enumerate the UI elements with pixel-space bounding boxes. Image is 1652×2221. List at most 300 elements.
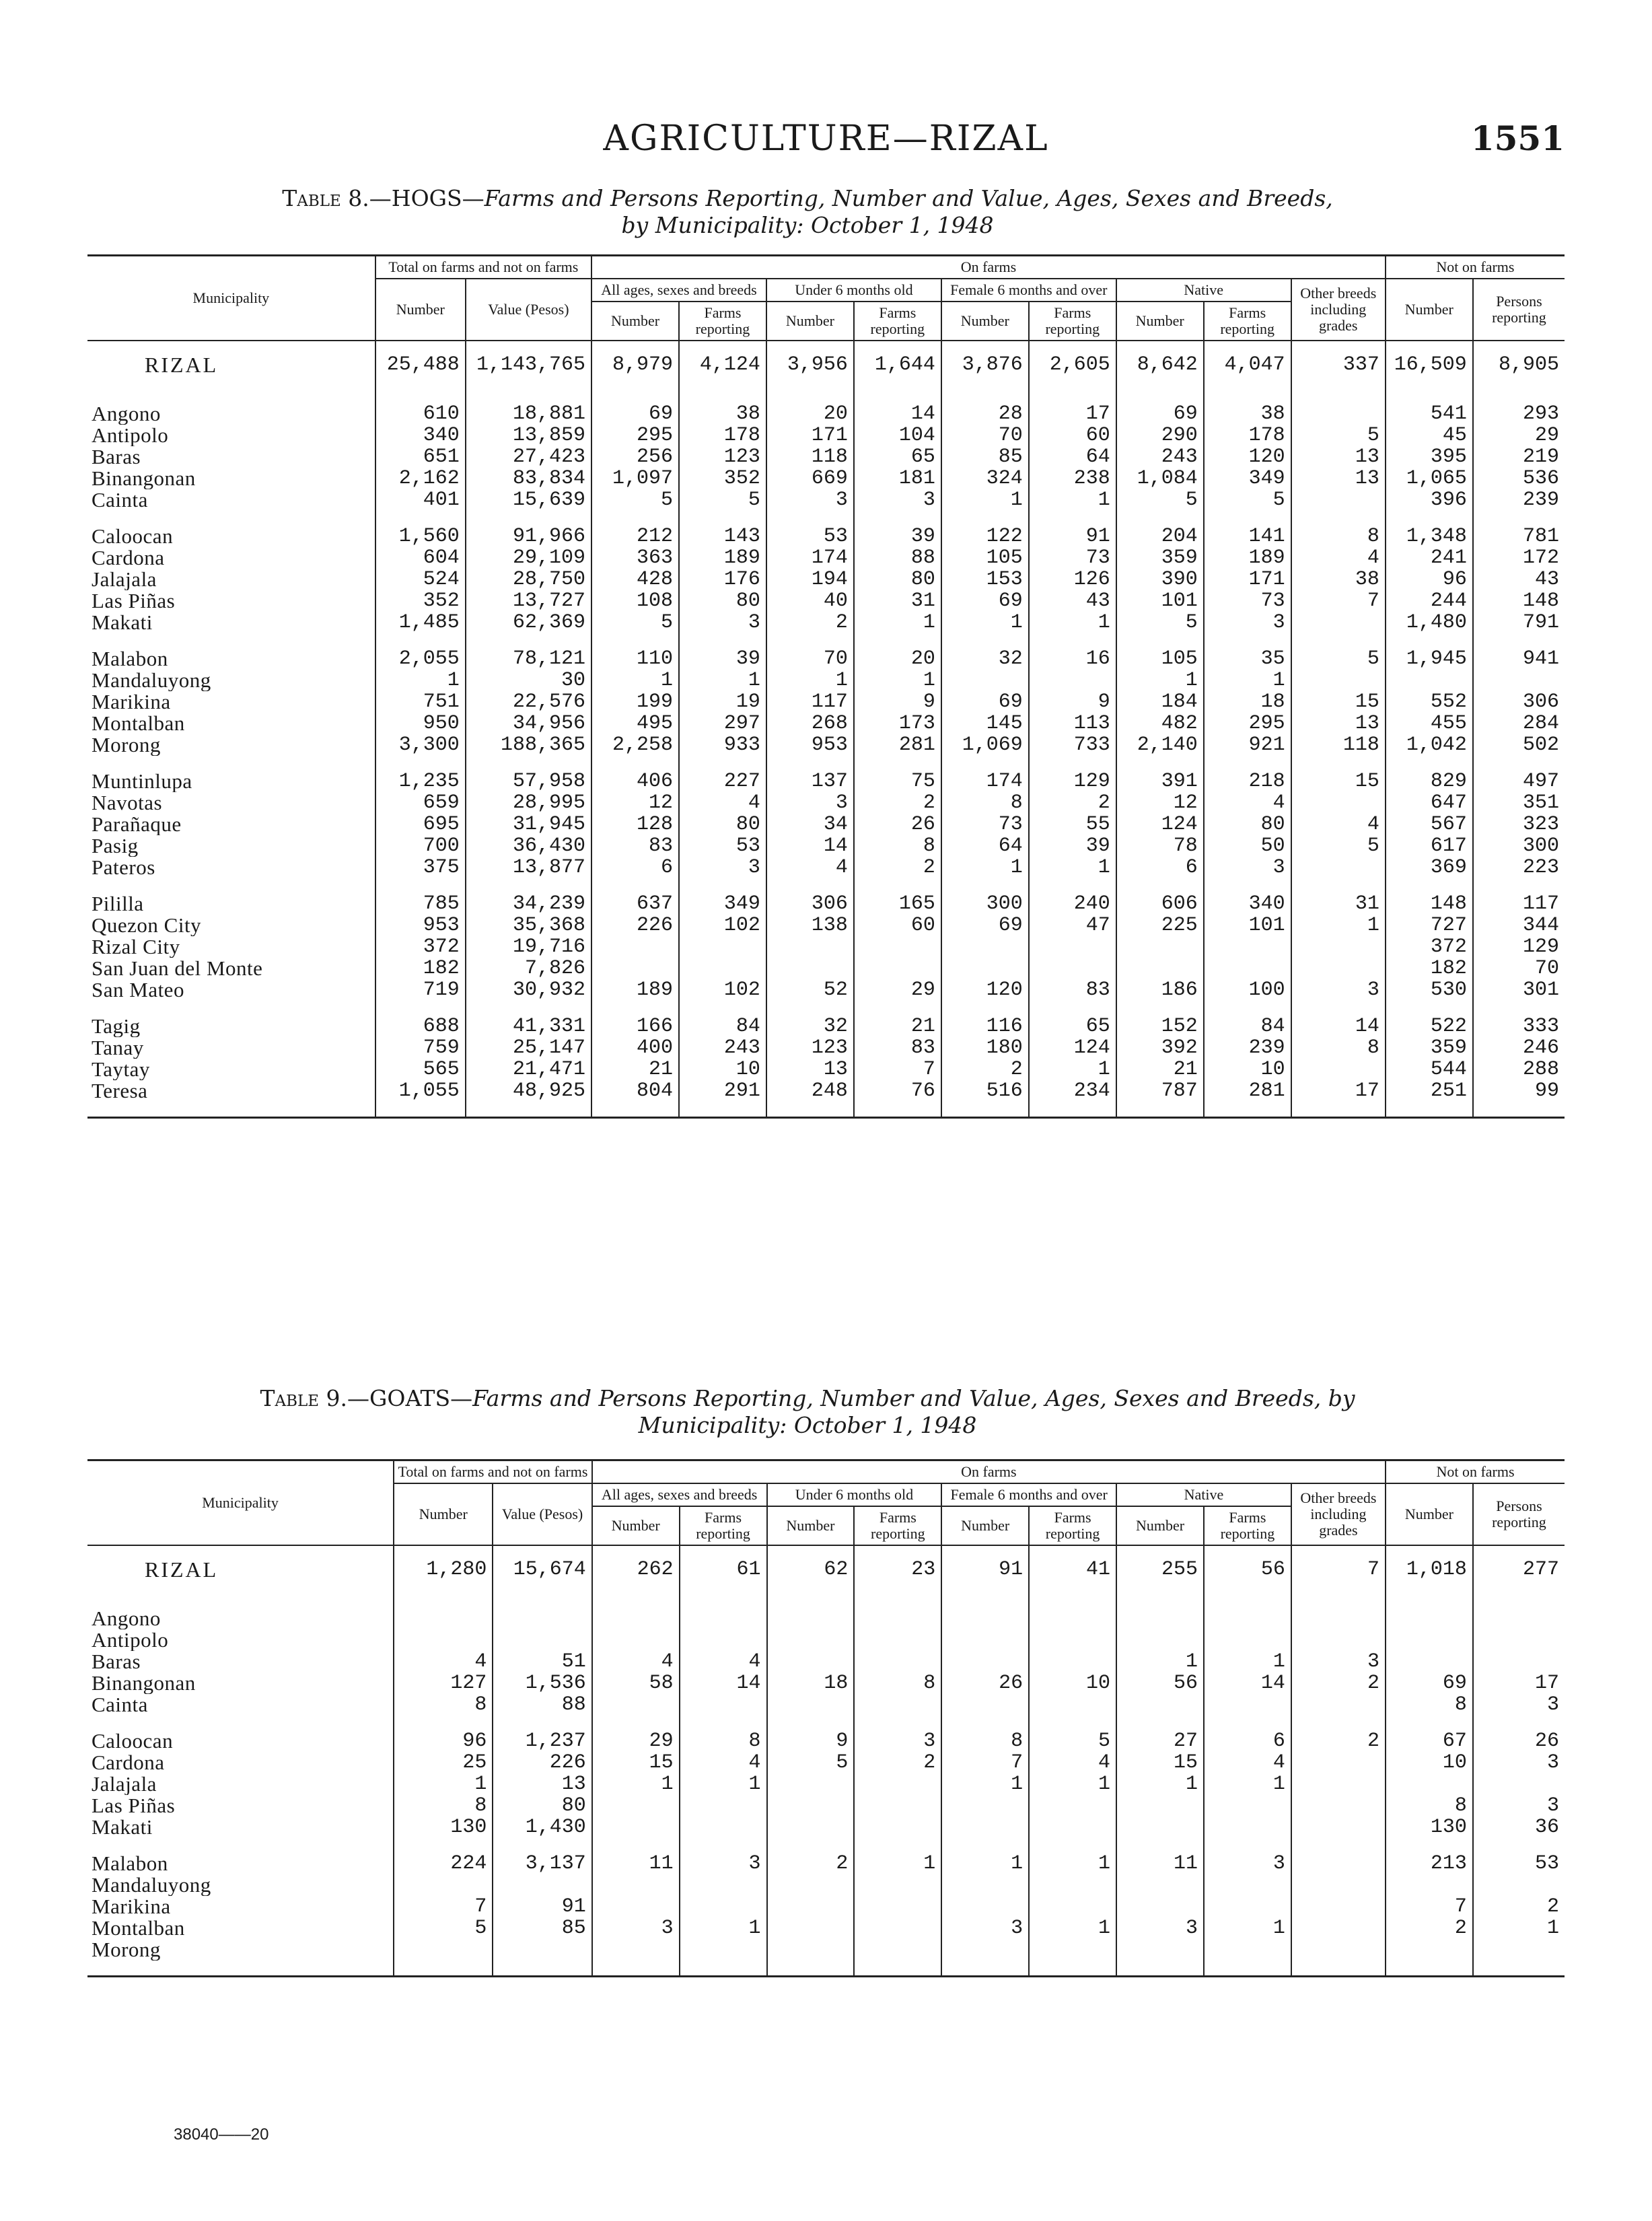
value-cell: 4 bbox=[680, 1651, 767, 1672]
value-cell: 3 bbox=[1473, 1752, 1565, 1773]
municipality-cell: Binangonan bbox=[92, 1672, 196, 1694]
municipality-cell bbox=[87, 756, 375, 771]
value-cell: 27 bbox=[1116, 1730, 1204, 1752]
value-cell: 516 bbox=[941, 1080, 1029, 1102]
value-cell: 8 bbox=[1386, 1694, 1473, 1716]
value-cell: 375 bbox=[375, 857, 466, 878]
value-cell: 243 bbox=[679, 1037, 766, 1059]
municipality-cell bbox=[87, 388, 375, 403]
municipality-cell bbox=[87, 1961, 394, 1977]
value-cell bbox=[854, 388, 941, 403]
value-cell bbox=[1116, 1593, 1204, 1608]
value-cell: 1,018 bbox=[1386, 1545, 1473, 1593]
value-cell bbox=[680, 1939, 767, 1961]
value-cell: 933 bbox=[679, 734, 766, 756]
value-cell bbox=[1386, 670, 1473, 691]
value-cell: 91 bbox=[1029, 526, 1116, 547]
value-cell: 4 bbox=[766, 857, 854, 878]
value-cell: 268 bbox=[766, 713, 854, 734]
value-cell: 116 bbox=[941, 1016, 1029, 1037]
value-cell: 323 bbox=[1473, 814, 1565, 835]
value-cell: 4,124 bbox=[679, 341, 766, 388]
value-cell: 497 bbox=[1473, 771, 1565, 792]
value-cell: 13 bbox=[1291, 446, 1386, 468]
value-cell bbox=[1116, 1817, 1204, 1838]
value-cell bbox=[394, 1939, 493, 1961]
value-cell bbox=[854, 1001, 941, 1016]
value-cell bbox=[1116, 1716, 1204, 1730]
table-row bbox=[87, 958, 1565, 979]
value-cell bbox=[1116, 388, 1204, 403]
municipality-cell: Montalban bbox=[92, 713, 185, 734]
value-cell: 28 bbox=[941, 403, 1029, 425]
value-cell bbox=[592, 1716, 680, 1730]
value-cell: 7,826 bbox=[466, 958, 591, 979]
value-cell: 118 bbox=[766, 446, 854, 468]
value-cell bbox=[1029, 1896, 1116, 1917]
value-cell: 180 bbox=[941, 1037, 1029, 1059]
value-cell: 75 bbox=[854, 771, 941, 792]
value-cell: 25,488 bbox=[375, 341, 466, 388]
value-cell bbox=[1291, 936, 1386, 958]
value-cell bbox=[1291, 1838, 1386, 1853]
value-cell bbox=[591, 756, 679, 771]
all-ages-farms-header: Farms reporting bbox=[679, 302, 766, 341]
value-cell bbox=[679, 511, 766, 526]
value-cell bbox=[592, 1694, 680, 1716]
value-cell: 4 bbox=[1291, 814, 1386, 835]
value-cell: 88 bbox=[854, 547, 941, 569]
value-cell: 85 bbox=[493, 1917, 591, 1939]
table-row bbox=[87, 1853, 1565, 1874]
value-cell: 182 bbox=[1386, 958, 1473, 979]
value-cell bbox=[680, 1629, 767, 1651]
municipality-cell: Teresa bbox=[92, 1080, 148, 1102]
value-cell: 100 bbox=[1204, 979, 1291, 1001]
value-cell: 69 bbox=[1116, 403, 1204, 425]
value-cell bbox=[493, 1716, 591, 1730]
value-cell bbox=[1204, 1716, 1291, 1730]
value-cell: 781 bbox=[1473, 526, 1565, 547]
value-cell bbox=[1291, 1716, 1386, 1730]
table-row bbox=[87, 526, 1565, 547]
spacer-row bbox=[87, 511, 1565, 526]
municipality-cell: Baras bbox=[92, 446, 141, 468]
value-cell: 1,430 bbox=[493, 1817, 591, 1838]
value-cell: 248 bbox=[766, 1080, 854, 1102]
value-cell: 20 bbox=[854, 648, 941, 670]
value-cell: 238 bbox=[1029, 468, 1116, 489]
value-cell: 102 bbox=[679, 915, 766, 936]
value-cell: 13,877 bbox=[466, 857, 591, 878]
value-cell: 1 bbox=[1029, 1059, 1116, 1080]
value-cell: 7 bbox=[854, 1059, 941, 1080]
value-cell: 53 bbox=[1473, 1853, 1565, 1874]
value-cell: 13 bbox=[1291, 468, 1386, 489]
value-cell: 13,727 bbox=[466, 590, 591, 612]
value-cell: 5 bbox=[1291, 835, 1386, 857]
value-cell: 3 bbox=[1204, 612, 1291, 633]
value-cell bbox=[1291, 1059, 1386, 1080]
value-cell bbox=[854, 1961, 941, 1977]
table9-title-lead: —GOATS— bbox=[347, 1385, 473, 1411]
value-cell bbox=[854, 756, 941, 771]
value-cell: 110 bbox=[591, 648, 679, 670]
value-cell: 1 bbox=[1291, 915, 1386, 936]
value-cell bbox=[466, 1001, 591, 1016]
value-cell: 7 bbox=[1386, 1896, 1473, 1917]
value-cell: 284 bbox=[1473, 713, 1565, 734]
value-cell: 359 bbox=[1386, 1037, 1473, 1059]
not-on-farms-header: Not on farms bbox=[1386, 256, 1565, 279]
municipality-cell: Antipolo bbox=[92, 1629, 169, 1651]
value-cell: 5 bbox=[1116, 489, 1204, 511]
value-cell bbox=[1291, 878, 1386, 893]
municipality-cell: Makati bbox=[92, 1817, 153, 1838]
value-cell: 172 bbox=[1473, 547, 1565, 569]
municipality-cell: Marikina bbox=[92, 1896, 171, 1917]
value-cell: 60 bbox=[854, 915, 941, 936]
value-cell bbox=[1291, 1694, 1386, 1716]
value-cell: 104 bbox=[854, 425, 941, 446]
value-cell bbox=[1291, 388, 1386, 403]
under6-farms-header: Farms reporting bbox=[854, 302, 941, 341]
table9-title: Farms and Persons Reporting, Number and Value, Ages, Sexes and Breeds, by bbox=[472, 1385, 1355, 1411]
value-cell: 174 bbox=[766, 547, 854, 569]
value-cell: 541 bbox=[1386, 403, 1473, 425]
value-cell: 83 bbox=[854, 1037, 941, 1059]
value-cell: 91 bbox=[493, 1896, 591, 1917]
value-cell: 165 bbox=[854, 893, 941, 915]
table-row bbox=[87, 1608, 1565, 1629]
value-cell: 8 bbox=[941, 792, 1029, 814]
value-cell: 1 bbox=[1029, 489, 1116, 511]
value-cell bbox=[592, 1896, 680, 1917]
value-cell: 9 bbox=[767, 1730, 855, 1752]
municipality-cell: Baras bbox=[92, 1651, 141, 1672]
value-cell: 16 bbox=[1029, 648, 1116, 670]
value-cell: 70 bbox=[941, 425, 1029, 446]
value-cell: 113 bbox=[1029, 713, 1116, 734]
value-cell: 15,674 bbox=[493, 1545, 591, 1593]
value-cell bbox=[941, 936, 1029, 958]
value-cell: 55 bbox=[1029, 814, 1116, 835]
value-cell bbox=[592, 1939, 680, 1961]
municipality-cell: Marikina bbox=[92, 691, 171, 713]
value-cell: 18 bbox=[767, 1672, 855, 1694]
value-cell bbox=[854, 936, 941, 958]
total-value-header: Value (Pesos) bbox=[493, 1483, 591, 1545]
value-cell bbox=[1029, 1961, 1116, 1977]
table-row bbox=[87, 1672, 1565, 1694]
value-cell bbox=[1204, 1795, 1291, 1817]
value-cell: 1,084 bbox=[1116, 468, 1204, 489]
spacer-row bbox=[87, 756, 1565, 771]
value-cell: 69 bbox=[1386, 1672, 1473, 1694]
value-cell: 349 bbox=[1204, 468, 1291, 489]
value-cell: 124 bbox=[1029, 1037, 1116, 1059]
table-row bbox=[87, 1037, 1565, 1059]
municipality-cell bbox=[87, 1001, 375, 1016]
value-cell: 69 bbox=[591, 403, 679, 425]
value-cell: 372 bbox=[375, 936, 466, 958]
value-cell bbox=[1291, 792, 1386, 814]
value-cell bbox=[767, 1817, 855, 1838]
value-cell bbox=[1029, 1001, 1116, 1016]
value-cell: 212 bbox=[591, 526, 679, 547]
value-cell: 1 bbox=[941, 1773, 1029, 1795]
value-cell bbox=[767, 1773, 855, 1795]
value-cell bbox=[767, 1961, 855, 1977]
value-cell bbox=[941, 1838, 1029, 1853]
value-cell: 5 bbox=[1029, 1730, 1116, 1752]
municipality-cell bbox=[87, 511, 375, 526]
value-cell bbox=[854, 1716, 941, 1730]
value-cell: 428 bbox=[591, 569, 679, 590]
value-cell: 123 bbox=[766, 1037, 854, 1059]
value-cell: 173 bbox=[854, 713, 941, 734]
value-cell bbox=[1291, 1752, 1386, 1773]
not-on-farms-header: Not on farms bbox=[1386, 1460, 1565, 1484]
value-cell: 243 bbox=[1116, 446, 1204, 468]
value-cell: 67 bbox=[1386, 1730, 1473, 1752]
table-row bbox=[87, 713, 1565, 734]
value-cell: 128 bbox=[591, 814, 679, 835]
value-cell bbox=[1473, 756, 1565, 771]
value-cell: 126 bbox=[1029, 569, 1116, 590]
value-cell: 1,055 bbox=[375, 1080, 466, 1102]
value-cell: 7 bbox=[941, 1752, 1029, 1773]
value-cell: 536 bbox=[1473, 468, 1565, 489]
value-cell bbox=[680, 1817, 767, 1838]
value-cell: 166 bbox=[591, 1016, 679, 1037]
value-cell: 105 bbox=[941, 547, 1029, 569]
all-ages-farms-header: Farms reporting bbox=[680, 1506, 767, 1545]
value-cell: 34,239 bbox=[466, 893, 591, 915]
table8-title: Farms and Persons Reporting, Number and Value, Ages, Sexes and Breeds, bbox=[484, 185, 1333, 211]
value-cell bbox=[941, 756, 1029, 771]
value-cell bbox=[1291, 1961, 1386, 1977]
value-cell: 84 bbox=[1204, 1016, 1291, 1037]
value-cell bbox=[1029, 1651, 1116, 1672]
value-cell: 26 bbox=[854, 814, 941, 835]
value-cell: 17 bbox=[1029, 403, 1116, 425]
value-cell: 1,560 bbox=[375, 526, 466, 547]
value-cell bbox=[1116, 1939, 1204, 1961]
all-ages-header: All ages, sexes and breeds bbox=[592, 1483, 767, 1506]
value-cell bbox=[1473, 1629, 1565, 1651]
municipality-cell: Cardona bbox=[92, 547, 165, 569]
value-cell bbox=[941, 1961, 1029, 1977]
value-cell: 148 bbox=[1473, 590, 1565, 612]
value-cell: 5 bbox=[1204, 489, 1291, 511]
value-cell bbox=[1029, 1874, 1116, 1896]
value-cell: 23 bbox=[854, 1545, 941, 1593]
value-cell bbox=[1029, 1716, 1116, 1730]
value-cell: 3 bbox=[941, 1917, 1029, 1939]
value-cell: 194 bbox=[766, 569, 854, 590]
value-cell: 406 bbox=[591, 771, 679, 792]
municipality-cell bbox=[87, 1838, 394, 1853]
table-row bbox=[87, 569, 1565, 590]
table-row bbox=[87, 734, 1565, 756]
value-cell bbox=[1291, 1593, 1386, 1608]
value-cell: 791 bbox=[1473, 612, 1565, 633]
value-cell: 11 bbox=[592, 1853, 680, 1874]
value-cell: 41,331 bbox=[466, 1016, 591, 1037]
value-cell: 1 bbox=[854, 1853, 941, 1874]
value-cell: 120 bbox=[1204, 446, 1291, 468]
value-cell: 256 bbox=[591, 446, 679, 468]
table-row bbox=[87, 1939, 1565, 1961]
value-cell: 62,369 bbox=[466, 612, 591, 633]
value-cell bbox=[854, 878, 941, 893]
value-cell: 15,639 bbox=[466, 489, 591, 511]
value-cell bbox=[767, 1608, 855, 1629]
value-cell: 333 bbox=[1473, 1016, 1565, 1037]
value-cell: 759 bbox=[375, 1037, 466, 1059]
value-cell: 84 bbox=[679, 1016, 766, 1037]
value-cell bbox=[1029, 878, 1116, 893]
municipality-cell: Caloocan bbox=[92, 526, 174, 547]
value-cell bbox=[1473, 1773, 1565, 1795]
value-cell bbox=[1116, 1838, 1204, 1853]
value-cell: 5 bbox=[591, 489, 679, 511]
value-cell: 83,834 bbox=[466, 468, 591, 489]
value-cell: 64 bbox=[1029, 446, 1116, 468]
value-cell bbox=[1029, 1795, 1116, 1817]
value-cell: 390 bbox=[1116, 569, 1204, 590]
female6-header: Female 6 months and over bbox=[941, 1483, 1116, 1506]
spacer-row bbox=[87, 1102, 1565, 1118]
value-cell: 14 bbox=[1204, 1672, 1291, 1694]
value-cell: 124 bbox=[1116, 814, 1204, 835]
value-cell bbox=[941, 511, 1029, 526]
value-cell bbox=[766, 878, 854, 893]
value-cell: 281 bbox=[854, 734, 941, 756]
value-cell: 25,147 bbox=[466, 1037, 591, 1059]
value-cell bbox=[394, 1874, 493, 1896]
municipality-cell: Cardona bbox=[92, 1752, 165, 1773]
value-cell: 96 bbox=[1386, 569, 1473, 590]
value-cell bbox=[1029, 1939, 1116, 1961]
value-cell: 189 bbox=[1204, 547, 1291, 569]
value-cell bbox=[466, 878, 591, 893]
value-cell: 4 bbox=[679, 792, 766, 814]
value-cell: 1,280 bbox=[394, 1545, 493, 1593]
value-cell bbox=[1204, 1629, 1291, 1651]
value-cell bbox=[941, 1874, 1029, 1896]
value-cell: 21,471 bbox=[466, 1059, 591, 1080]
value-cell: 69 bbox=[941, 590, 1029, 612]
value-cell bbox=[1291, 1773, 1386, 1795]
value-cell bbox=[394, 1961, 493, 1977]
value-cell: 226 bbox=[591, 915, 679, 936]
value-cell bbox=[1116, 1795, 1204, 1817]
table-row bbox=[87, 403, 1565, 425]
table8-title-line2: by Municipality: October 1, 1948 bbox=[621, 212, 994, 238]
value-cell: 544 bbox=[1386, 1059, 1473, 1080]
value-cell: 719 bbox=[375, 979, 466, 1001]
value-cell: 293 bbox=[1473, 403, 1565, 425]
value-cell bbox=[854, 1896, 941, 1917]
municipality-cell: Tanay bbox=[92, 1037, 144, 1059]
value-cell bbox=[679, 388, 766, 403]
value-cell: 35,368 bbox=[466, 915, 591, 936]
value-cell: 122 bbox=[941, 526, 1029, 547]
value-cell bbox=[854, 1651, 941, 1672]
value-cell: 58 bbox=[592, 1672, 680, 1694]
value-cell: 15 bbox=[1291, 771, 1386, 792]
value-cell: 395 bbox=[1386, 446, 1473, 468]
value-cell: 69 bbox=[941, 691, 1029, 713]
value-cell bbox=[466, 388, 591, 403]
value-cell bbox=[680, 1593, 767, 1608]
value-cell bbox=[1473, 1716, 1565, 1730]
value-cell: 352 bbox=[375, 590, 466, 612]
value-cell: 1 bbox=[854, 612, 941, 633]
value-cell bbox=[1116, 958, 1204, 979]
value-cell: 610 bbox=[375, 403, 466, 425]
value-cell: 70 bbox=[1473, 958, 1565, 979]
value-cell: 143 bbox=[679, 526, 766, 547]
value-cell: 2 bbox=[1291, 1672, 1386, 1694]
value-cell bbox=[591, 1001, 679, 1016]
value-cell: 1 bbox=[1204, 670, 1291, 691]
all-ages-number-header: Number bbox=[591, 302, 679, 341]
value-cell: 61 bbox=[680, 1545, 767, 1593]
value-cell bbox=[1386, 878, 1473, 893]
value-cell bbox=[767, 1593, 855, 1608]
value-cell bbox=[1204, 1593, 1291, 1608]
value-cell bbox=[1116, 1102, 1204, 1118]
value-cell bbox=[854, 1773, 941, 1795]
value-cell bbox=[680, 1694, 767, 1716]
value-cell bbox=[767, 1917, 855, 1939]
value-cell: 255 bbox=[1116, 1545, 1204, 1593]
value-cell: 1 bbox=[766, 670, 854, 691]
value-cell: 17 bbox=[1473, 1672, 1565, 1694]
table-row bbox=[87, 1694, 1565, 1716]
value-cell: 70 bbox=[766, 648, 854, 670]
value-cell: 522 bbox=[1386, 1016, 1473, 1037]
value-cell bbox=[680, 1795, 767, 1817]
print-code: 38040——20 bbox=[174, 2125, 269, 2144]
table-row bbox=[87, 547, 1565, 569]
value-cell bbox=[1473, 388, 1565, 403]
value-cell bbox=[1386, 1838, 1473, 1853]
value-cell: 3,137 bbox=[493, 1853, 591, 1874]
value-cell: 76 bbox=[854, 1080, 941, 1102]
value-cell bbox=[941, 1608, 1029, 1629]
value-cell bbox=[1204, 1939, 1291, 1961]
value-cell: 1 bbox=[1116, 1651, 1204, 1672]
value-cell bbox=[941, 670, 1029, 691]
value-cell: 785 bbox=[375, 893, 466, 915]
value-cell: 1,235 bbox=[375, 771, 466, 792]
value-cell: 1 bbox=[1204, 1917, 1291, 1939]
value-cell bbox=[767, 1939, 855, 1961]
value-cell: 392 bbox=[1116, 1037, 1204, 1059]
value-cell: 224 bbox=[394, 1853, 493, 1874]
value-cell: 2 bbox=[766, 612, 854, 633]
value-cell: 2,055 bbox=[375, 648, 466, 670]
value-cell: 73 bbox=[941, 814, 1029, 835]
value-cell: 102 bbox=[679, 979, 766, 1001]
value-cell: 482 bbox=[1116, 713, 1204, 734]
value-cell: 669 bbox=[766, 468, 854, 489]
value-cell: 188,365 bbox=[466, 734, 591, 756]
